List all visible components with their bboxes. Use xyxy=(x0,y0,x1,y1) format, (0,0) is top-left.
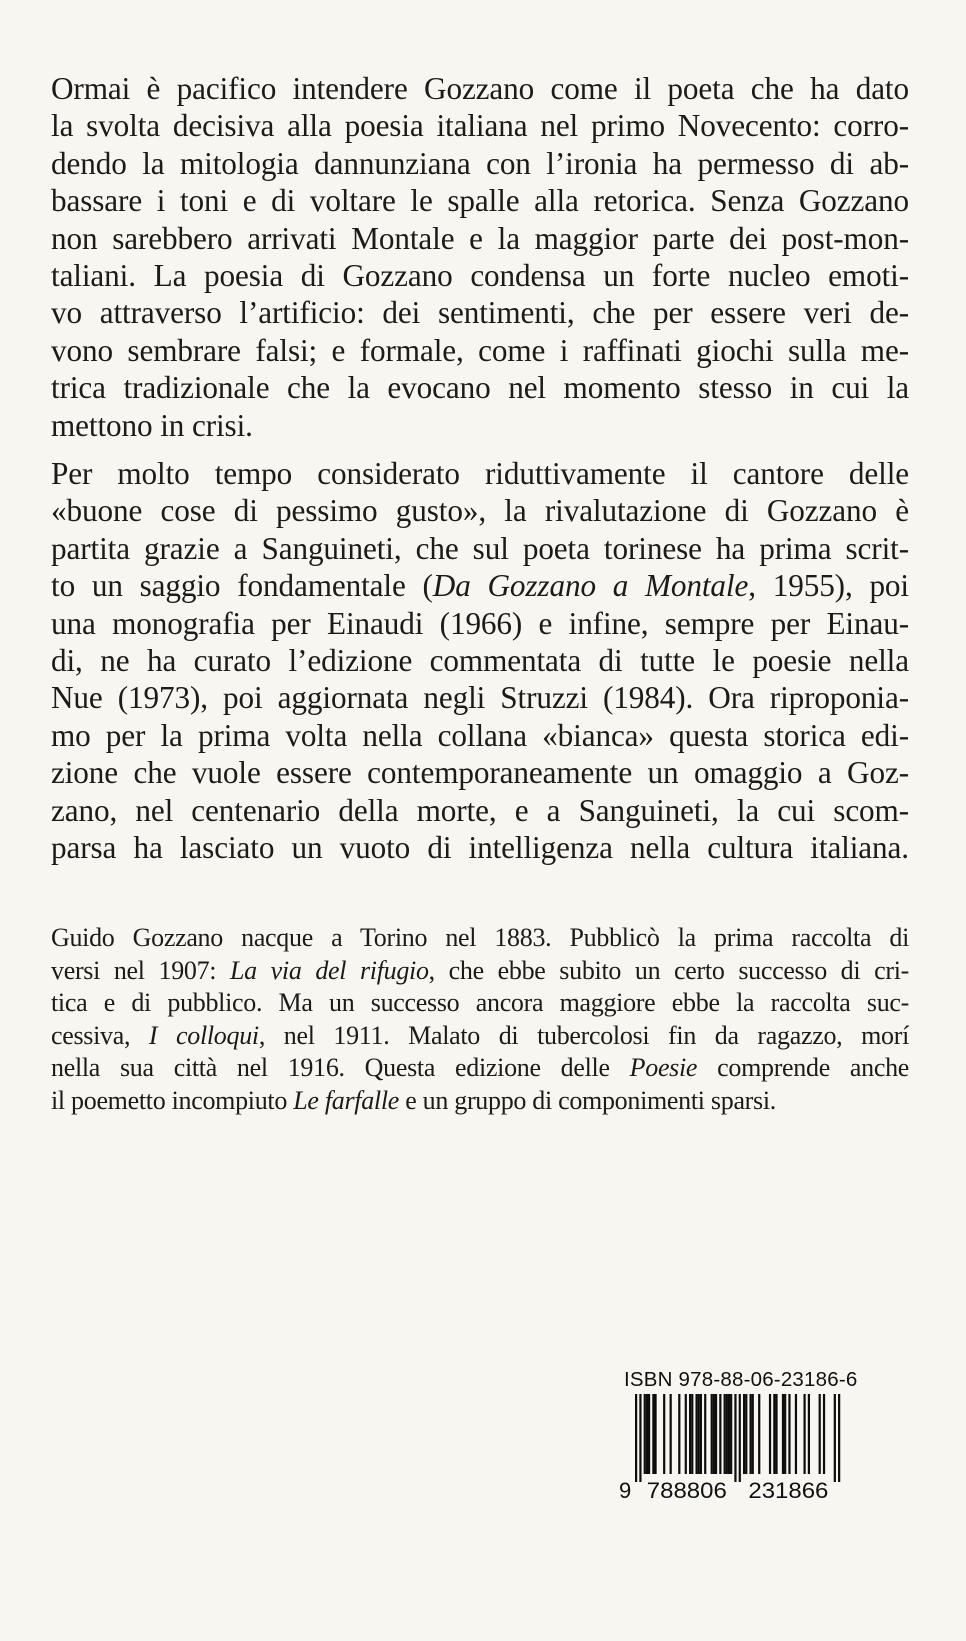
text-line: di, ne ha curato l’edizione commentata di tutte le poesie nella xyxy=(51,643,909,679)
isbn-label: ISBN 978-88-06-23186-6 xyxy=(624,1368,858,1391)
barcode-bar xyxy=(773,1394,775,1474)
barcode-bar xyxy=(788,1394,790,1474)
text-line: il poemetto incompiuto Le farfalle e un gruppo di componimenti sparsi. xyxy=(51,1085,776,1115)
text-line: mettono in crisi. xyxy=(51,407,253,443)
barcode-bar xyxy=(700,1394,702,1474)
barcode-bar xyxy=(724,1394,726,1474)
text-line: Guido Gozzano nacque a Torino nel 1883. Pubblicò la prima raccolta di xyxy=(51,923,909,952)
barcode-bar xyxy=(745,1394,747,1474)
text-line: tica e di pubblico. Ma un successo ancora maggiore ebbe la raccolta suc- xyxy=(51,988,909,1018)
barcode-bar xyxy=(743,1394,745,1474)
text-line: bassare i toni e di voltare le spalle alla retorica. Senza Gozzano xyxy=(51,183,909,219)
text-line: versi nel 1907: La via del rifugio, che ebbe subito un certo successo di cri- xyxy=(51,955,909,985)
barcode-bar xyxy=(648,1394,650,1474)
author-biography xyxy=(51,922,909,1118)
barcode-bar xyxy=(663,1394,665,1474)
barcode-bar xyxy=(808,1394,810,1474)
barcode-bar xyxy=(685,1394,687,1474)
isbn-barcode xyxy=(617,1394,857,1502)
barcode-guard-bar xyxy=(834,1394,836,1482)
barcode-bar xyxy=(670,1394,672,1474)
text-line: partita grazie a Sanguineti, che sul poeta torinese ha prima scrit- xyxy=(51,530,909,566)
barcode-bar xyxy=(758,1394,760,1474)
barcode-bar xyxy=(730,1394,732,1474)
barcode-bar xyxy=(719,1394,721,1474)
text-line: zano, nel centenario della morte, e a Sanguineti, la cui scom- xyxy=(51,792,909,828)
book-title-poesie: Poesie xyxy=(629,1053,698,1083)
barcode-bar xyxy=(726,1394,728,1474)
barcode-bar xyxy=(678,1394,680,1474)
text-line: non sarebbero arrivati Montale e la maggior parte dei post-mon- xyxy=(51,220,909,256)
barcode-bar xyxy=(752,1394,754,1474)
book-title-i-colloqui: I colloqui xyxy=(148,1020,259,1050)
text-line: cessiva, I colloqui, nel 1911. Malato di tubercolosi fin da ragazzo, morí xyxy=(51,1020,909,1050)
critical-history-paragraph xyxy=(51,455,909,866)
text-line: parsa ha lasciato un vuoto di intelligenza nella cultura italiana. xyxy=(51,830,909,866)
barcode-bar xyxy=(795,1394,797,1474)
barcode-right-digits: 231866 xyxy=(748,1478,829,1502)
barcode-left-digits: 788806 xyxy=(646,1478,727,1502)
barcode-bar xyxy=(652,1394,654,1474)
barcode-bar xyxy=(728,1394,730,1474)
barcode-bar xyxy=(713,1394,715,1474)
text-line: una monografia per Einaudi (1966) e infine, sempre per Einau- xyxy=(51,605,909,641)
text-line: to un saggio fondamentale (Da Gozzano a Montale, 1955), poi xyxy=(51,568,909,604)
barcode-bar xyxy=(654,1394,656,1474)
barcode-bar xyxy=(784,1394,786,1474)
text-line: Nue (1973), poi aggiornata negli Struzzi (1984). Ora riproponia- xyxy=(51,680,909,716)
intro-paragraph xyxy=(51,70,909,444)
barcode-bar xyxy=(704,1394,706,1474)
barcode-bar xyxy=(698,1394,700,1474)
text-line: mo per la prima volta nella collana «bianca» questa storica edi- xyxy=(51,717,909,753)
text-line: vo attraverso l’artificio: dei sentimenti, che per essere veri de- xyxy=(51,295,909,331)
barcode-bar xyxy=(695,1394,697,1474)
barcode-bar xyxy=(749,1394,751,1474)
barcode-bar xyxy=(715,1394,717,1474)
text-line: vono sembrare falsi; e formale, come i raffinati giochi sulla me- xyxy=(51,332,909,368)
barcode-guard-bar xyxy=(635,1394,637,1482)
barcode-bar xyxy=(646,1394,648,1474)
barcode-bar xyxy=(691,1394,693,1474)
barcode-bar xyxy=(644,1394,646,1474)
text-line: nella sua città nel 1916. Questa edizione delle Poesie comprende anche xyxy=(51,1053,910,1083)
barcode-bar xyxy=(819,1394,821,1474)
book-title-le-farfalle: Le farfalle xyxy=(293,1085,399,1115)
barcode-bar xyxy=(689,1394,691,1474)
barcode-bar xyxy=(823,1394,825,1474)
barcode-bar xyxy=(775,1394,777,1474)
barcode-bar xyxy=(711,1394,713,1474)
barcode-bar xyxy=(803,1394,805,1474)
book-title-la-via-del-rifugio: La via del rifugio xyxy=(230,955,429,985)
text-line: Per molto tempo considerato riduttivamente il cantore delle xyxy=(51,456,909,491)
text-line: taliani. La poesia di Gozzano condensa un forte nucleo emoti- xyxy=(51,258,909,294)
book-title-da-gozzano-a-montale: Da Gozzano a Montale xyxy=(432,568,749,604)
barcode-bar xyxy=(782,1394,784,1474)
barcode-bar xyxy=(769,1394,771,1474)
text-line: Ormai è pacifico intendere Gozzano come il poeta che ha dato xyxy=(51,71,909,106)
barcode-guard-bar xyxy=(734,1394,736,1482)
text-line: la svolta decisiva alla poesia italiana nel primo Novecento: corro- xyxy=(51,108,909,144)
text-line: «buone cose di pessimo gusto», la rivalutazione di Gozzano è xyxy=(51,493,909,529)
barcode-lead-digit: 9 xyxy=(619,1478,632,1502)
text-line: trica tradizionale che la evocano nel momento stesso in cui la xyxy=(51,370,909,406)
barcode-guard-bar xyxy=(838,1394,840,1482)
barcode-guard-bar xyxy=(739,1394,741,1482)
text-line: zione che vuole essere contemporaneamente un omaggio a Goz- xyxy=(51,755,909,791)
barcode-bars xyxy=(635,1394,840,1482)
barcode-guard-bar xyxy=(639,1394,641,1482)
text-line: dendo la mitologia dannunziana con l’ironia ha permesso di ab- xyxy=(51,145,909,181)
